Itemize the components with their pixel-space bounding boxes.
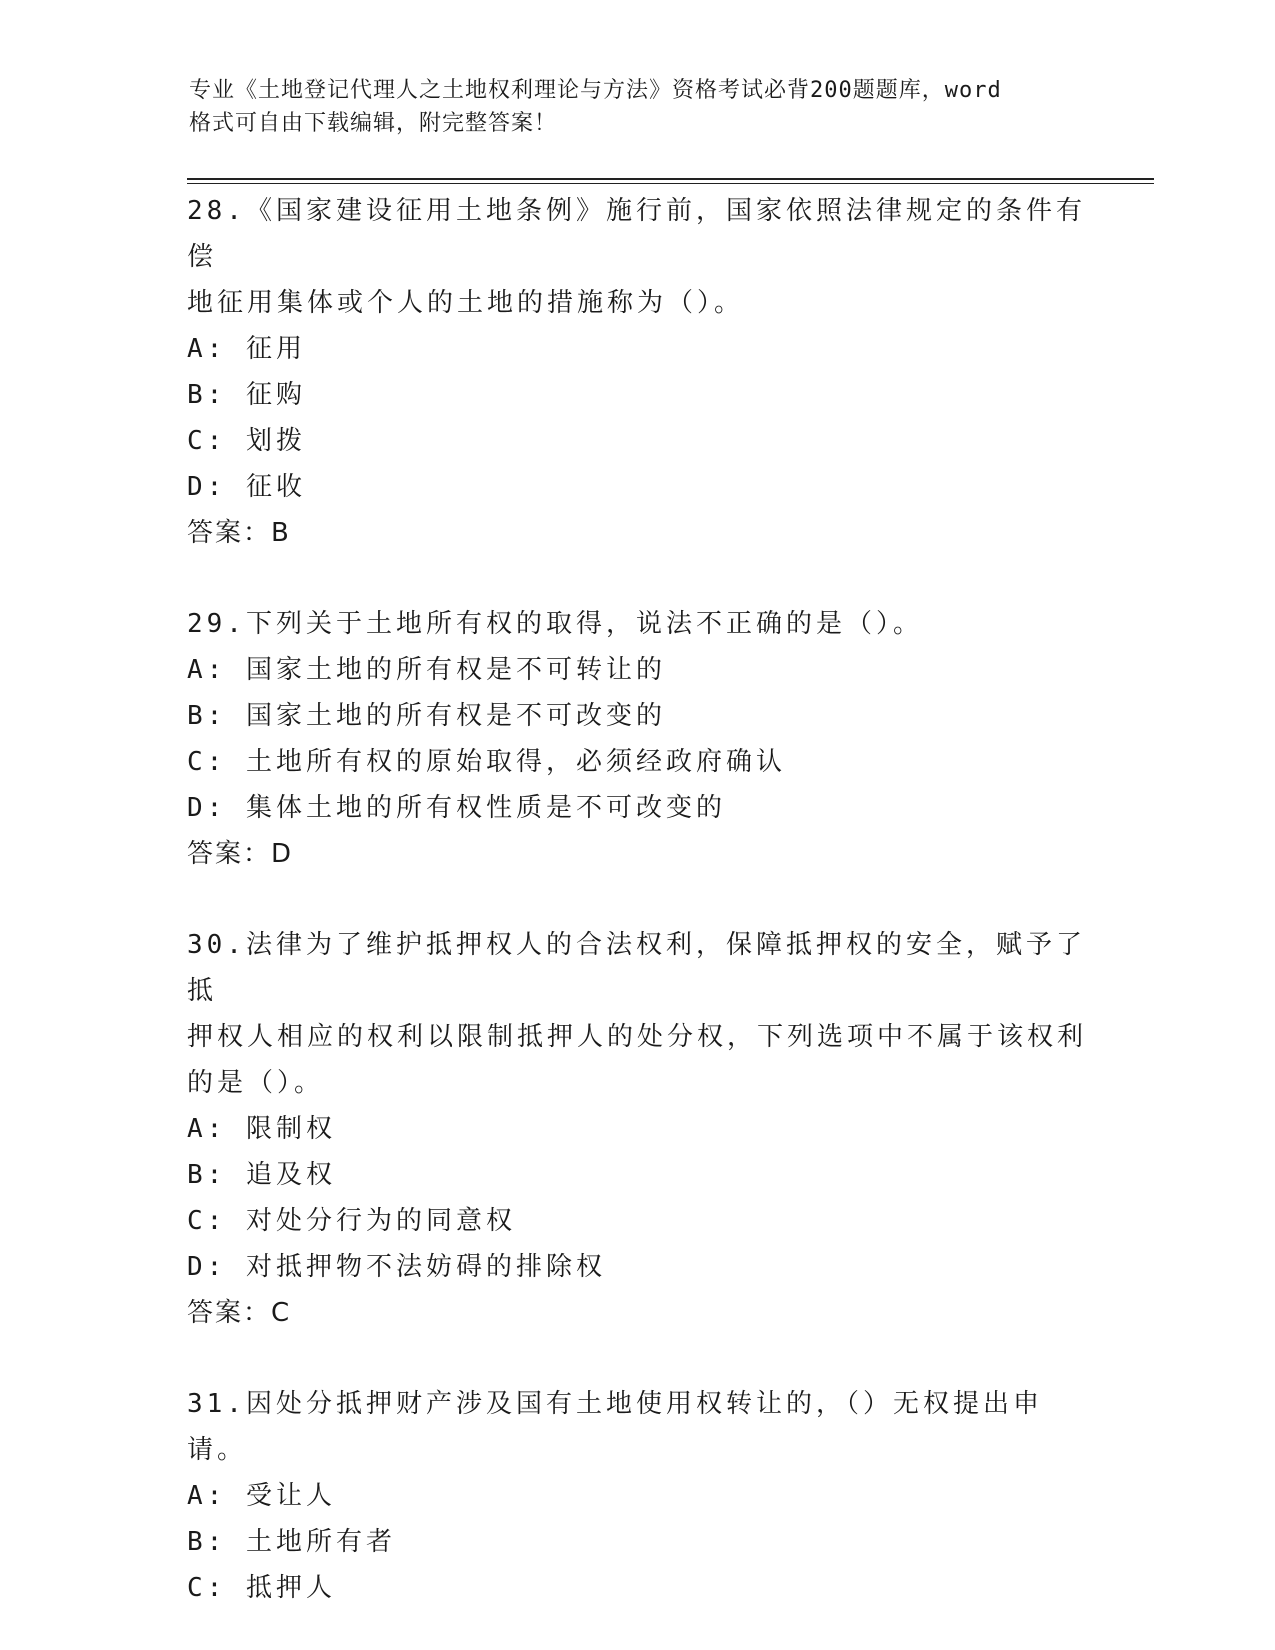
option-c: C: 对处分行为的同意权 [187, 1206, 516, 1236]
option-b: B: 土地所有者 [187, 1527, 396, 1557]
option-a: A: 国家土地的所有权是不可转让的 [187, 655, 666, 685]
option-a: A: 征用 [187, 334, 306, 364]
question-31 [187, 1381, 1087, 1611]
answer: 答案：D [187, 839, 294, 869]
option-d: D: 征收 [187, 472, 306, 502]
header-divider-thin [187, 183, 1154, 184]
question-29 [187, 601, 1087, 877]
question-list [187, 188, 1087, 1611]
option-a: A: 受让人 [187, 1481, 336, 1511]
header-divider-thick [187, 178, 1154, 180]
option-b: B: 征购 [187, 380, 306, 410]
question-stem: 的是（）。 [187, 1068, 325, 1098]
answer: 答案：B [187, 518, 291, 548]
spacer [187, 556, 1087, 601]
question-stem: 29.下列关于土地所有权的取得，说法不正确的是（）。 [187, 609, 923, 639]
option-b: B: 追及权 [187, 1160, 336, 1190]
question-stem: 28.《国家建设征用土地条例》施行前，国家依照法律规定的条件有偿 [187, 196, 1086, 272]
option-c: C: 划拨 [187, 426, 306, 456]
option-c: C: 抵押人 [187, 1573, 336, 1603]
header-line-1: 专业《土地登记代理人之土地权利理论与方法》资格考试必背200题题库，word [189, 78, 1002, 103]
question-stem: 地征用集体或个人的土地的措施称为（）。 [187, 288, 745, 318]
question-30 [187, 922, 1087, 1336]
spacer [187, 877, 1087, 922]
question-stem: 31.因处分抵押财产涉及国有土地使用权转让的，（）无权提出申请。 [187, 1389, 1043, 1465]
option-d: D: 集体土地的所有权性质是不可改变的 [187, 793, 726, 823]
option-d: D: 对抵押物不法妨碍的排除权 [187, 1252, 606, 1282]
option-a: A: 限制权 [187, 1114, 336, 1144]
document-header [189, 74, 1069, 140]
question-stem: 押权人相应的权利以限制抵押人的处分权，下列选项中不属于该权利 [187, 1022, 1088, 1052]
header-line-2: 格式可自由下载编辑，附完整答案！ [189, 111, 558, 136]
question-stem: 30.法律为了维护抵押权人的合法权利，保障抵押权的安全，赋予了抵 [187, 930, 1086, 1006]
option-c: C: 土地所有权的原始取得，必须经政府确认 [187, 747, 786, 777]
option-b: B: 国家土地的所有权是不可改变的 [187, 701, 666, 731]
question-28 [187, 188, 1087, 556]
answer: 答案：C [187, 1298, 292, 1328]
spacer [187, 1336, 1087, 1381]
